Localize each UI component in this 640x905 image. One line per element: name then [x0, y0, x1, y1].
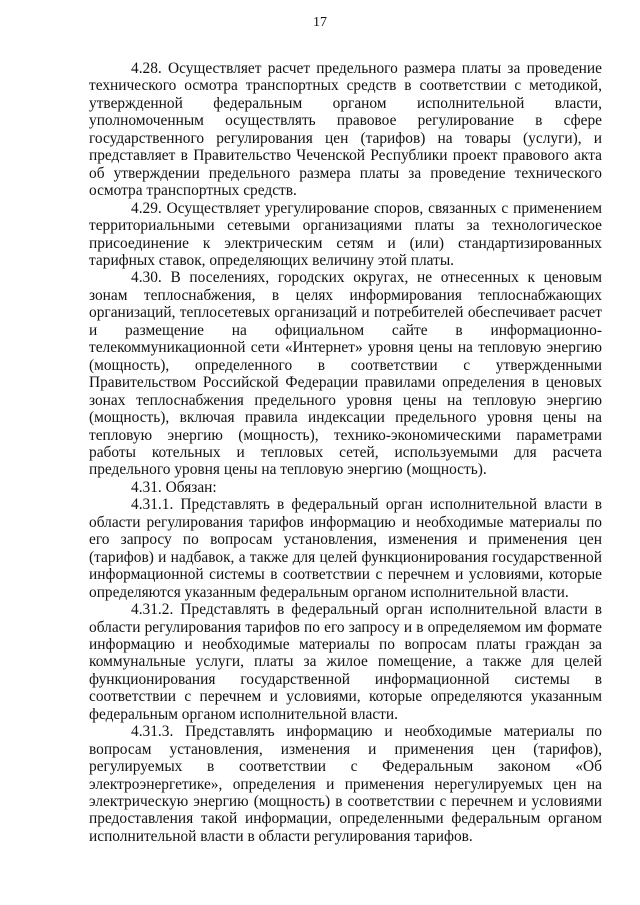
paragraph-4-29: 4.29. Осуществляет урегулирование споров, связанных с применением территориальными сетевыми организациями платы за технологическое присоединение к электрическим сетям и (или) стандартизированных тарифных ставок, определяющих величину этой платы. [89, 199, 602, 269]
paragraph-4-31-1: 4.31.1. Представлять в федеральный орган исполнительной власти в области регулирования тарифов информацию и необходимые материалы по его запросу по вопросам установления, изменения и применения цен (тарифов) и надбавок, а также для целей функционирования государственной информационной системы в соответствии с перечнем и условиями, которые определяются указанным федеральным органом исполнительной власти. [89, 496, 602, 601]
paragraph-4-31-3: 4.31.3. Представлять информацию и необходимые материалы по вопросам установления, изменения и применения цен (тарифов), регулируемых в соответствии с Федеральным законом «Об электроэнергетике», определения и применения нерегулируемых цен на электрическую энергию (мощность) в соответствии с перечнем и условиями предоставления такой информации, определенными федеральным органом исполнительной власти в области регулирования тарифов. [89, 723, 602, 845]
paragraph-4-28: 4.28. Осуществляет расчет предельного размера платы за проведение технического осмотра транспортных средств в соответствии с методикой, утвержденной федеральным органом исполнительной власти, уполномоченным осуществлять правовое регулирование в сфере государственного регулирования цен (тарифов) на товары (услуги), и представляет в Правительство Чеченской Республики проект правового акта об утверждении предельного размера платы за проведение технического осмотра транспортных средств. [89, 60, 602, 200]
paragraph-4-31-2: 4.31.2. Представлять в федеральный орган исполнительной власти в области регулирования тарифов по его запросу и в определяемом им формате информацию и необходимые материалы по вопросам платы граждан за коммунальные услуги, платы за жилое помещение, а также для целей функционирования государственной информационной системы в соответствии с перечнем и условиями, которые определяются указанным федеральным органом исполнительной власти. [89, 601, 602, 723]
paragraph-4-31: 4.31. Обязан: [131, 478, 217, 496]
page-number: 17 [313, 15, 327, 30]
document-body [89, 60, 602, 845]
paragraph-4-30: 4.30. В поселениях, городских округах, не отнесенных к ценовым зонам теплоснабжения, в целях информирования теплоснабжающих организаций, теплосетевых организаций и потребителей обеспечивает расчет и размещение на официальном сайте в информационно-телекоммуникационной сети «Интернет» уровня цены на тепловую энергию (мощность), определенного в соответствии с утвержденными Правительством Российской Федерации правилами определения в ценовых зонах теплоснабжения предельного уровня цены на тепловую энергию (мощность), включая правила индексации предельного уровня цены на тепловую энергию (мощность), технико-экономическими параметрами работы котельных и тепловых сетей, используемыми для расчета предельного уровня цены на тепловую энергию (мощность). [89, 269, 602, 479]
